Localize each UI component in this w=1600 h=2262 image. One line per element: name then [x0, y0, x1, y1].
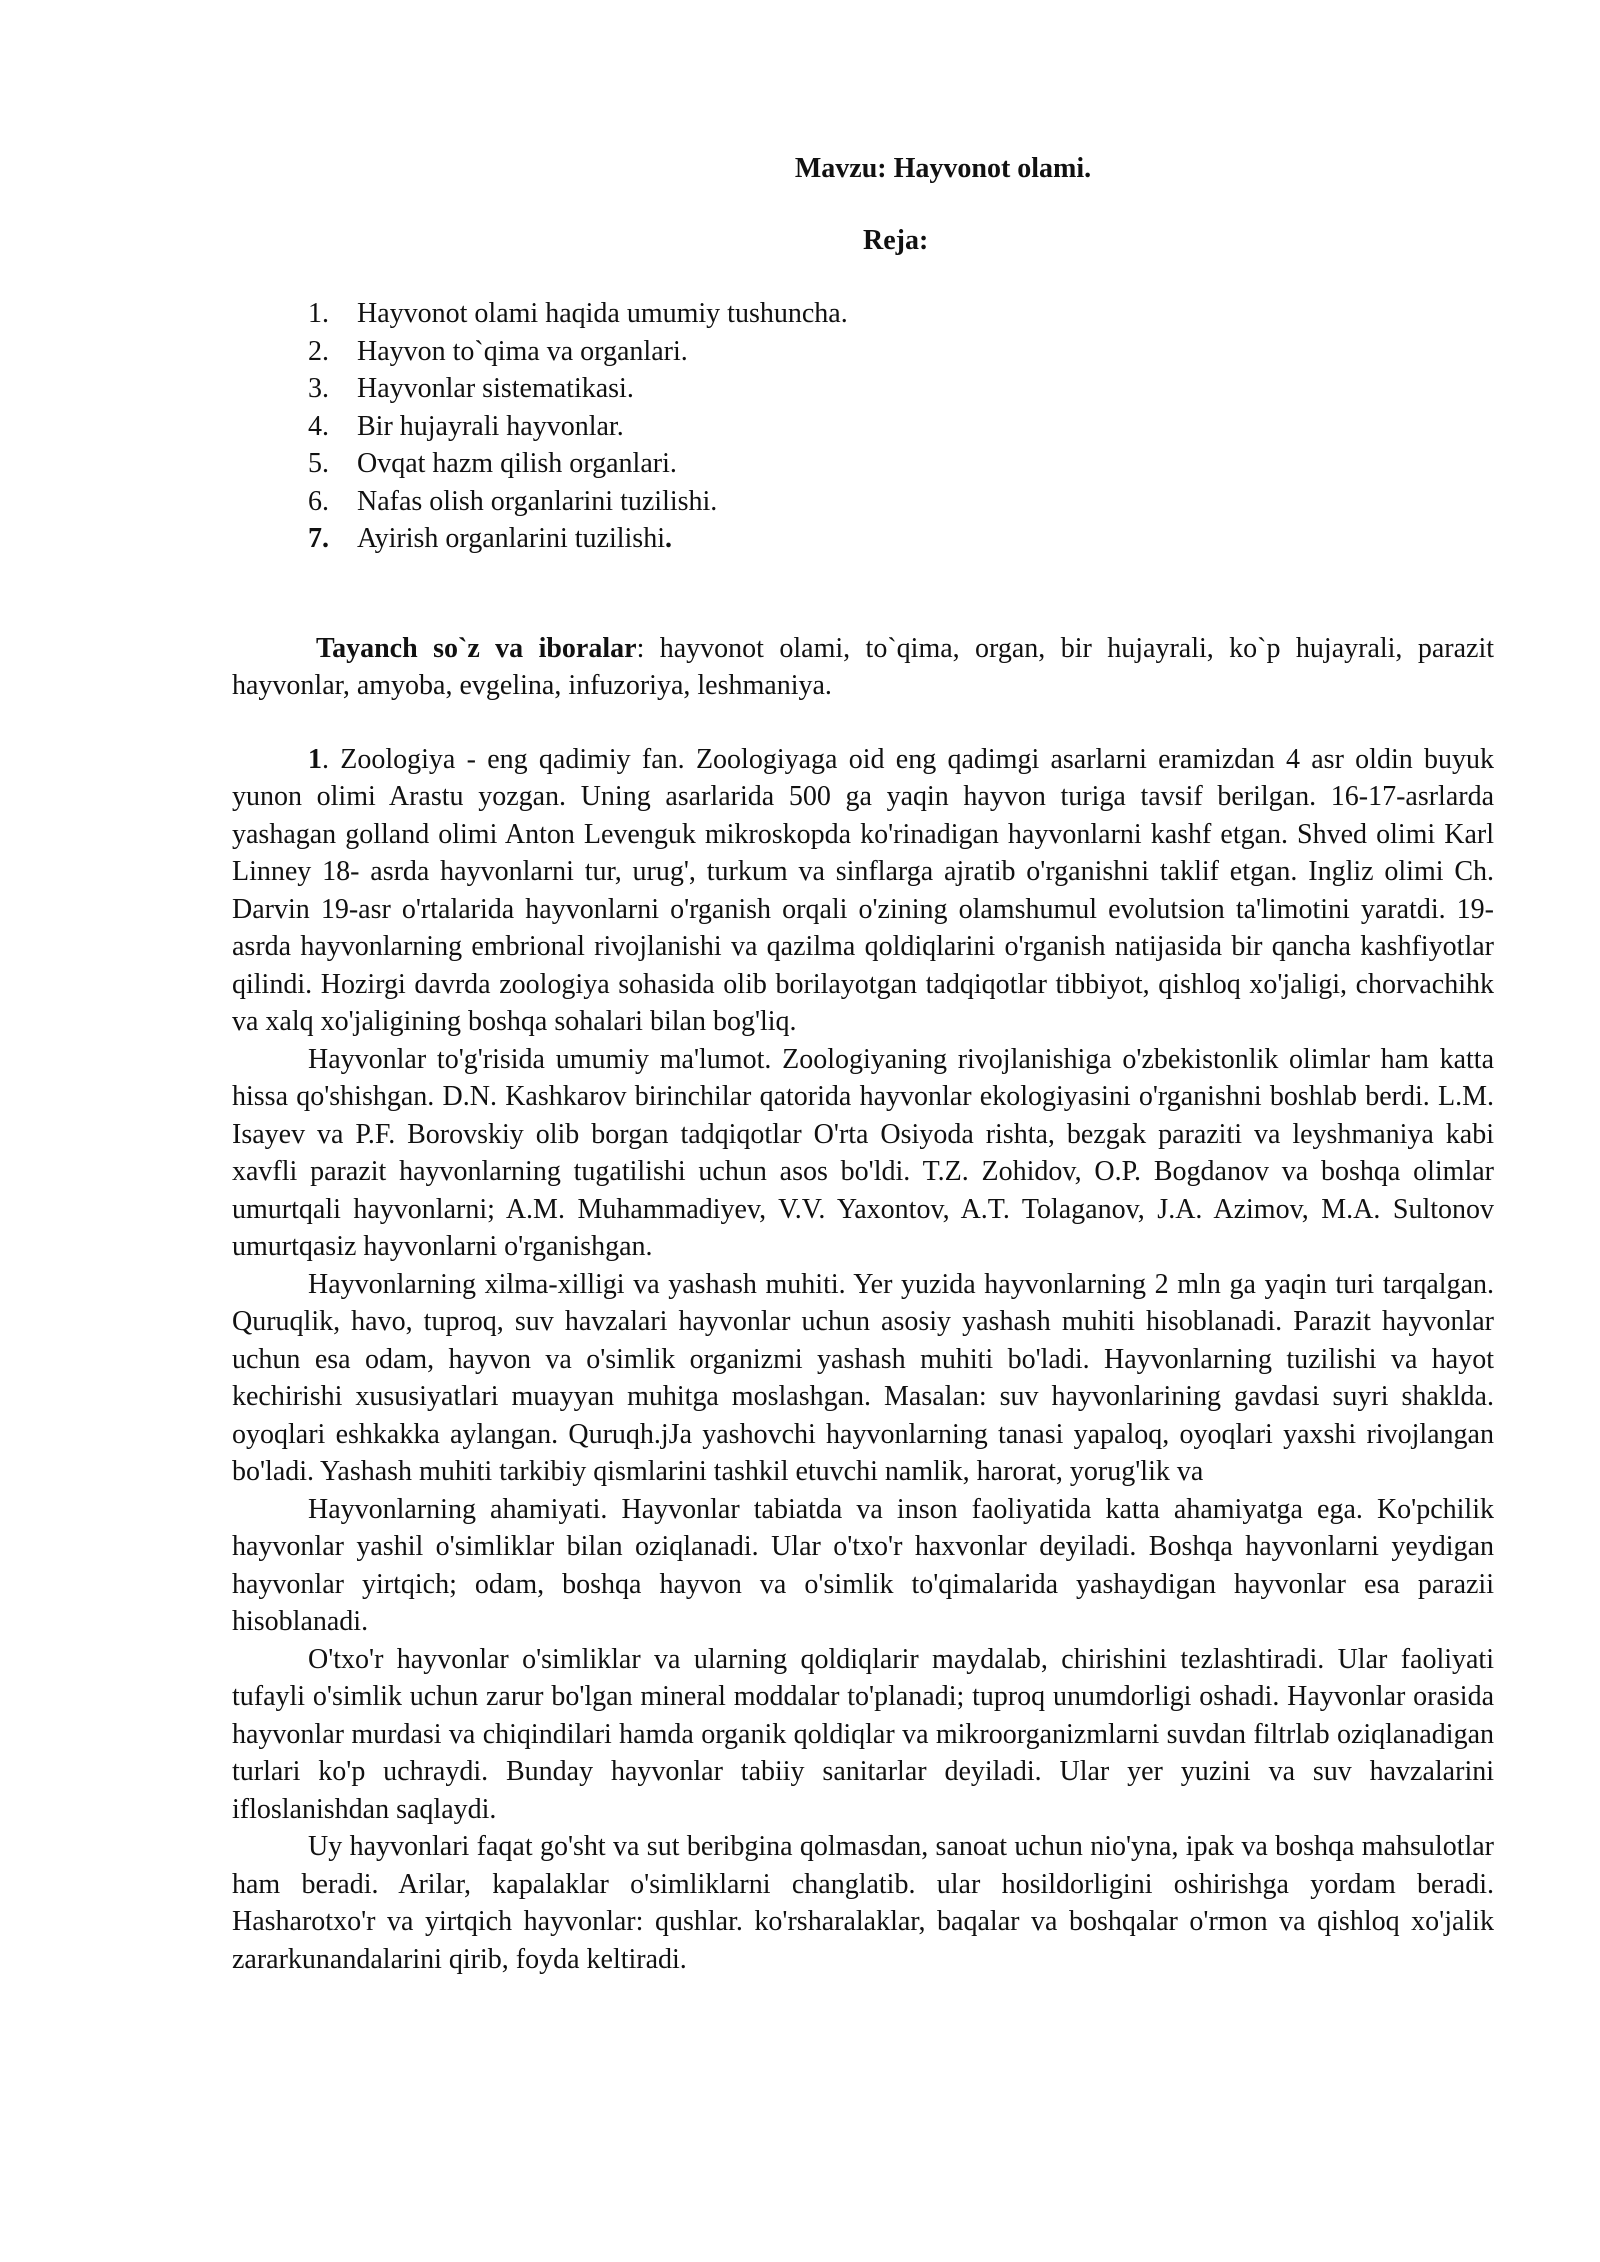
- body-paragraph-5: O'txo'r hayvonlar o'simliklar va ularning qoldiqlarir maydalab, chirishini tezlashtiradi. Ular faoliyati tufayli o'simlik uchun zarur bo'lgan mineral moddalar to'planadi; tuproq unumdorligi oshadi. Hayvonlar orasida hayvonlar murdasi va chiqindilari hamda organik qoldiqlar va mikroorganizmlarni suvdan filtrlab oziqlanadigan turlari ko'p uchraydi. Bunday hayvonlar tabiiy sanitarlar deyiladi. Ular yer yuzini va suv havzalarini ifloslanishdan saqlaydi.: [232, 1643, 1494, 1825]
- plan-item-number: 5.: [308, 448, 329, 479]
- body-paragraph-6: Uy hayvonlari faqat go'sht va sut beribgina qolmasdan, sanoat uchun nio'yna, ipak va boshqa mahsulotlar ham beradi. Arilar, kapalaklar o'simliklarni changlatib. ular hosildorligini oshirishga yordam beradi. Hasharotxo'r va yirtqich hayvonlar: qushlar. ko'rsharalaklar, baqalar va boshqalar o'rmon va qishloq xo'jalik zararkunandalarini qirib, foyda keltiradi.: [232, 1831, 1494, 1975]
- plan-list: [232, 295, 1494, 558]
- plan-item-text: Bir hujayrali hayvonlar.: [357, 410, 624, 442]
- document-page: [232, 150, 1494, 1978]
- list-item: [232, 445, 1494, 483]
- plan-item-text: Hayvon to`qima va organlari.: [357, 335, 688, 367]
- plan-item-number: 7.: [308, 523, 329, 554]
- plan-item-text: Hayvonlar sistematikasi.: [357, 373, 634, 404]
- plan-item-text: Ayirish organlarini tuzilishi: [357, 523, 665, 554]
- plan-item-period: .: [665, 523, 672, 554]
- plan-item-number: 3.: [308, 373, 329, 404]
- body-paragraph-2: Hayvonlar to'g'risida umumiy ma'lumot. Zoologiyaning rivojlanishiga o'zbekistonlik olimlar ham katta hissa qo'shishgan. D.N. Kashkarov birinchilar qatorida hayvonlar ekologiyasini o'rganishni boshlab berdi. L.M. Isayev va P.F. Borovskiy olib borgan tadqiqotlar O'rta Osiyoda rishta, bezgak paraziti va leyshmaniya kabi xavfli parazit hayvonlarning tugatilishi uchun asos bo'ldi. T.Z. Zohidov, O.P. Bogdanov va boshqa olimlar umurtqali hayvonlarni; A.M. Muhammadiyev, V.V. Yaxontov, A.T. Tolaganov, J.A. Azimov, M.A. Sultonov umurtqasiz hayvonlarni o'rganishgan.: [232, 1043, 1494, 1262]
- plan-item-text: Nafas olish organlarini tuzilishi.: [357, 485, 718, 517]
- paragraph-text: . Zoologiya - eng qadimiy fan. Zoologiyaga oid eng qadimgi asarlarni eramizdan 4 asr oldin buyuk yunon olimi Arastu yozgan. Uning asarlarida 500 ga yaqin hayvon turiga tavsif berilgan. 16-17-asrlarda yashagan golland olimi Anton Levenguk mikroskopda ko'rinadigan hayvonlarni kashf etgan. Shved olimi Karl Linney 18- asrda hayvonlarni tur, urug', turkum va sinflarga ajratib o'rganishni taklif etgan. Ingliz olimi Ch. Darvin 19-asr o'rtalarida hayvonlarni o'rganish orqali o'zining olamshumul evolutsion ta'limotini yaratdi. 19-asrda hayvonlarning embrional rivojlanishi va qazilma qoldiqlarini o'rganish natijasida bir qancha kashfiyotlar qilindi. Hozirgi davrda zoologiya sohasida olib borilayotgan tadqiqotlar tibbiyot, qishloq xo'jaligi, chorvachihk va xalq xo'jaligining boshqa sohalari bilan bog'liq.: [232, 743, 1494, 1037]
- keywords-text: : hayvonot olami, to`qima, organ, bir hujayrali, ko`p hujayrali, parazit hayvonlar, amyoba, evgelina, infuzoriya, leshmaniya.: [232, 632, 1495, 701]
- body-paragraph-4: Hayvonlarning ahamiyati. Hayvonlar tabiatda va inson faoliyatida katta ahamiyatga ega. Ko'pchilik hayvonlar yashil o'simliklar bilan oziqlanadi. Ular o'txo'r haxvonlar deyiladi. Boshqa hayvonlarni yeydigan hayvonlar yirtqich; odam, boshqa hayvon va o'simlik to'qimalarida yashaydigan hayvonlar esa parazii hisoblanadi.: [232, 1493, 1494, 1637]
- list-item: [232, 408, 1494, 446]
- document-title: Mavzu: Hayvonot olami.: [794, 153, 1092, 184]
- list-item: [232, 370, 1494, 408]
- list-item: [232, 520, 1494, 558]
- plan-item-number: 6.: [308, 485, 329, 517]
- keywords-label: Tayanch so`z va iboralar: [316, 632, 637, 664]
- list-item: [232, 333, 1494, 371]
- section-number: 1: [308, 743, 322, 775]
- body-paragraph-1: [232, 741, 1494, 1041]
- plan-item-number: 2.: [308, 335, 329, 367]
- keywords-paragraph: [232, 630, 1494, 705]
- list-item: [232, 295, 1494, 333]
- plan-heading: Reja:: [863, 224, 929, 256]
- plan-item-text: Hayvonot olami haqida umumiy tushuncha.: [357, 298, 848, 329]
- list-item: [232, 483, 1494, 521]
- body-paragraph-3: Hayvonlarning xilma-xilligi va yashash muhiti. Yer yuzida hayvonlarning 2 mln ga yaqin turi tarqalgan. Quruqlik, havo, tuproq, suv havzalari hayvonlar uchun asosiy yashash muhiti hisoblanadi. Parazit hayvonlar uchun esa odam, hayvon va o'simlik organizmi yashash muhiti bo'ladi. Hayvonlarning tuzilishi va hayot kechirishi xususiyatlari muayyan muhitga moslashgan. Masalan: suv hayvonlarining gavdasi suyri shaklda. oyoqlari eshkakka aylangan. Quruqh.jJa yashovchi hayvonlarning tanasi yapaloq, oyoqlari yaxshi rivojlangan bo'ladi. Yashash muhiti tarkibiy qismlarini tashkil etuvchi namlik, harorat, yorug'lik va: [232, 1268, 1494, 1487]
- plan-item-text: Ovqat hazm qilish organlari.: [357, 448, 677, 479]
- plan-item-number: 4.: [308, 410, 329, 442]
- plan-item-number: 1.: [308, 298, 329, 329]
